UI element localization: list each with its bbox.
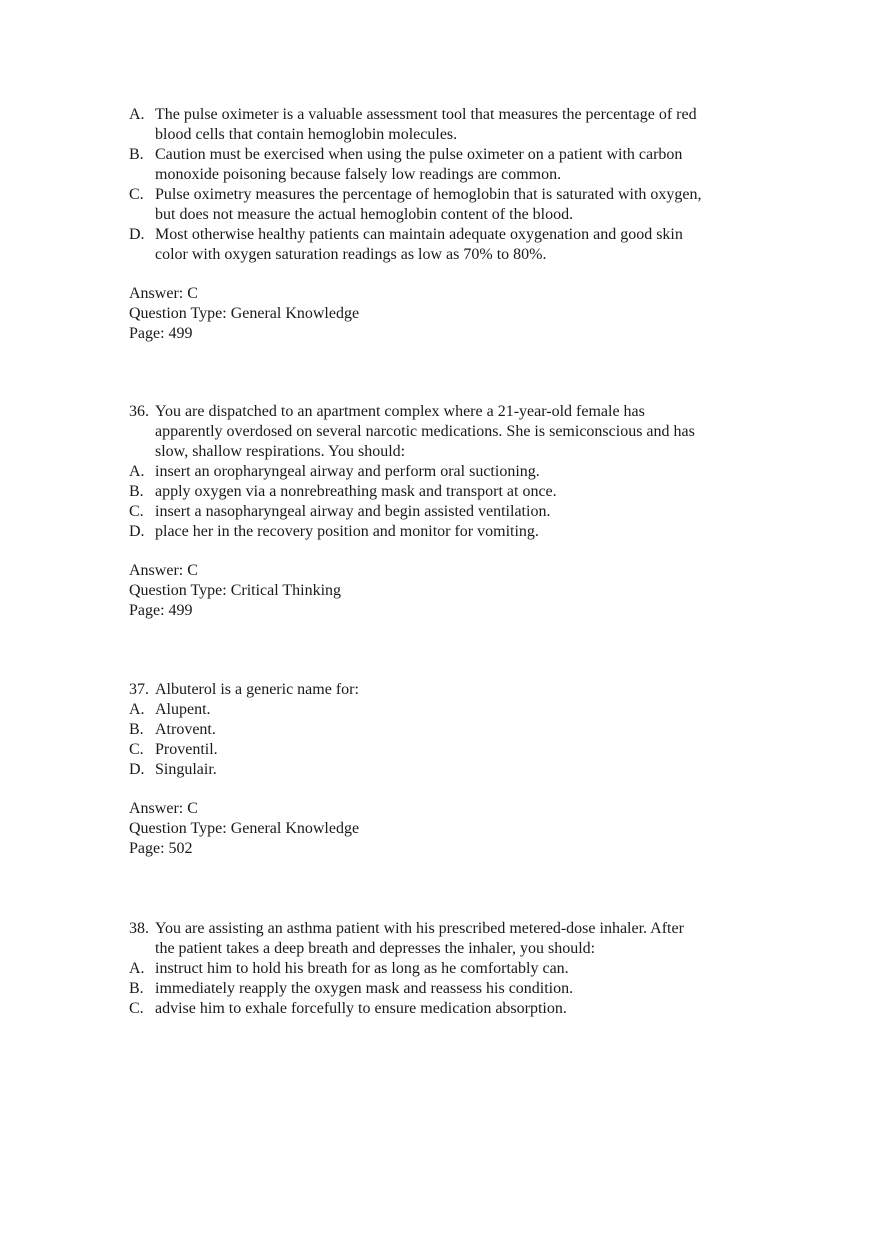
q37-option-d: D. Singulair. bbox=[129, 761, 217, 778]
q37-page: Page: 502 bbox=[129, 840, 193, 857]
q37-question-type: Question Type: General Knowledge bbox=[129, 820, 360, 837]
q35-option-b: B. Caution must be exercised when using the pulse oximeter on a patient with carbon monoxide poisoning because falsely low readings are common. bbox=[129, 146, 683, 183]
q36-answer: Answer: C bbox=[129, 562, 198, 579]
q35-option-a: A. The pulse oximeter is a valuable assessment tool that measures the percentage of red blood cells that contain hemoglobin molecules. bbox=[129, 106, 697, 143]
question-37 bbox=[129, 680, 769, 780]
question-36 bbox=[129, 402, 769, 542]
q38-stem: 38. You are assisting an asthma patient with his prescribed metered-dose inhaler. After the patient takes a deep breath and depresses the inhaler, you should: bbox=[129, 920, 684, 957]
q35-option-c: C. Pulse oximetry measures the percentage of hemoglobin that is saturated with oxygen, but does not measure the actual hemoglobin content of the blood. bbox=[129, 186, 702, 223]
q38-option-b: B. immediately reapply the oxygen mask and reassess his condition. bbox=[129, 980, 574, 997]
q37-number: 37. bbox=[129, 681, 149, 698]
q35-answer: Answer: C bbox=[129, 285, 198, 302]
q36-question-type: Question Type: Critical Thinking bbox=[129, 582, 342, 599]
q37-answer: Answer: C bbox=[129, 800, 198, 817]
q35-page: Page: 499 bbox=[129, 325, 193, 342]
q38-number: 38. bbox=[129, 920, 149, 937]
q38-option-a: A. instruct him to hold his breath for as long as he comfortably can. bbox=[129, 960, 569, 977]
q36-stem: 36. You are dispatched to an apartment complex where a 21-year-old female has apparently overdosed on several narcotic medications. She is semiconscious and has slow, shallow respirations. You should: bbox=[129, 403, 695, 460]
q36-option-a: A. insert an oropharyngeal airway and perform oral suctioning. bbox=[129, 463, 540, 480]
q36-page: Page: 499 bbox=[129, 602, 193, 619]
q37-stem: 37. Albuterol is a generic name for: bbox=[129, 681, 359, 698]
q37-meta bbox=[129, 799, 769, 859]
q35-options bbox=[129, 105, 769, 265]
q36-option-b: B. apply oxygen via a nonrebreathing mask and transport at once. bbox=[129, 483, 557, 500]
q38-option-c: C. advise him to exhale forcefully to ensure medication absorption. bbox=[129, 1000, 567, 1017]
q36-option-c: C. insert a nasopharyngeal airway and begin assisted ventilation. bbox=[129, 503, 551, 520]
q36-meta bbox=[129, 561, 769, 621]
q35-meta bbox=[129, 284, 769, 344]
q37-option-b: B. Atrovent. bbox=[129, 721, 216, 738]
q35-option-d: D. Most otherwise healthy patients can maintain adequate oxygenation and good skin color with oxygen saturation readings as low as 70% to 80%. bbox=[129, 226, 683, 263]
q37-option-a: A. Alupent. bbox=[129, 701, 211, 718]
q35-question-type: Question Type: General Knowledge bbox=[129, 305, 360, 322]
q36-number: 36. bbox=[129, 403, 149, 420]
q36-option-d: D. place her in the recovery position and monitor for vomiting. bbox=[129, 523, 539, 540]
question-38 bbox=[129, 919, 769, 1019]
q37-option-c: C. Proventil. bbox=[129, 741, 218, 758]
